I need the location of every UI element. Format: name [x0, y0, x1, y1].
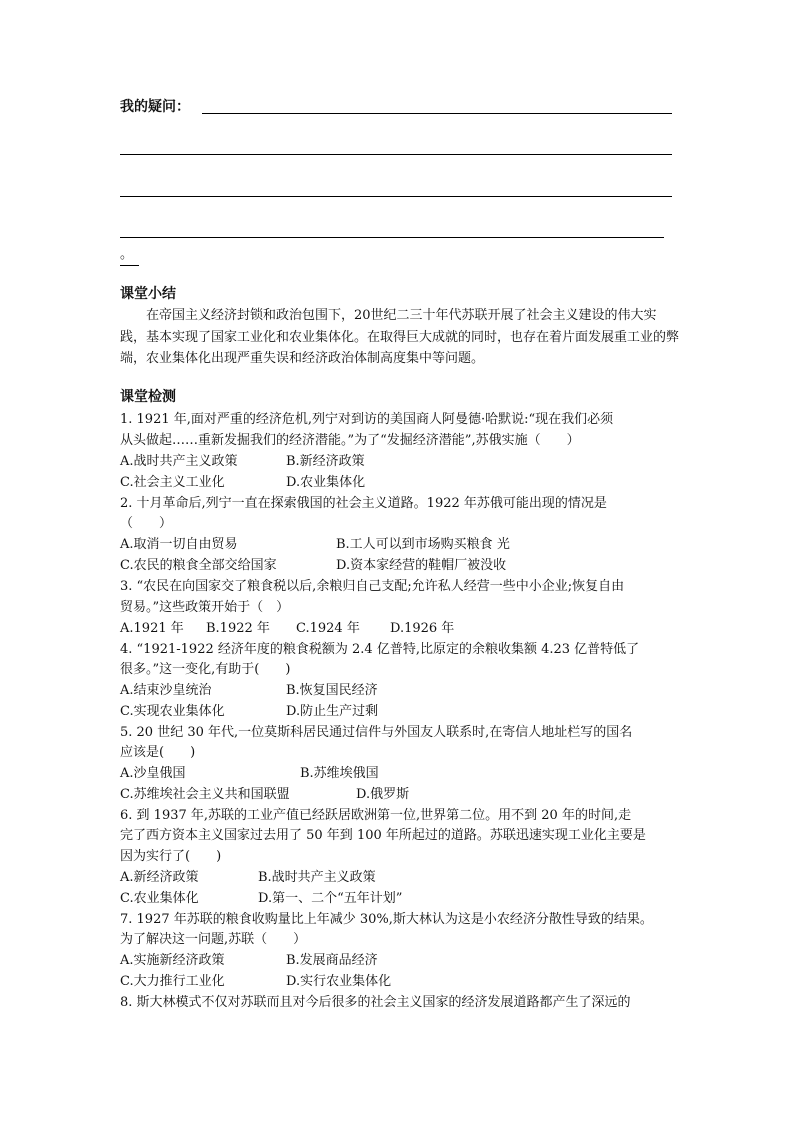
- question-7-option-c[interactable]: C.大力推行工业化: [120, 974, 225, 989]
- question-6-option-b[interactable]: B.战时共产主义政策: [258, 870, 376, 885]
- question-5-option-b[interactable]: B.苏维埃俄国: [300, 766, 379, 781]
- question-1-line-1: 1. 1921 年,面对严重的经济危机,列宁对到访的美国商人阿曼德·哈默说:“现在我们必须: [120, 412, 614, 427]
- question-3-line-1: 3. “农民在向国家交了粮食税以后,余粮归自己支配;允许私人经营一些中小企业;恢复自由: [120, 579, 625, 594]
- question-4-line-1: 4. “1921-1922 经济年度的粮食税额为 2.4 亿普特,比原定的余粮收集额 4.23 亿普特低了: [120, 642, 640, 657]
- question-3-line-2: 贸易。”这些政策开始于（ ）: [120, 600, 290, 615]
- question-6-option-c[interactable]: C.农业集体化: [120, 891, 199, 906]
- question-3-option-b[interactable]: B.1922 年: [206, 621, 270, 636]
- question-6-line-1: 6. 到 1937 年,苏联的工业产值已经跃居欧洲第一位,世界第二位。用不到 20 年的时间,走: [120, 808, 632, 823]
- question-8-line-1: 8. 斯大林模式不仅对苏联而且对今后很多的社会主义国家的经济发展道路都产生了深远的: [120, 995, 631, 1010]
- question-1-line-2: 从头做起……重新发掘我们的经济潜能。”为了“发掘经济潜能”,苏俄实施（ ）: [120, 433, 580, 448]
- question-5-option-d[interactable]: D.俄罗斯: [356, 787, 410, 802]
- question-5-line-1: 5. 20 世纪 30 年代,一位莫斯科居民通过信件与外国友人联系时,在寄信人地址栏写的国名: [120, 725, 633, 740]
- question-2-option-d[interactable]: D.资本家经营的鞋帽厂被没收: [336, 558, 507, 573]
- question-6-option-d[interactable]: D.第一、二个“五年计划”: [258, 891, 403, 906]
- answer-line-4[interactable]: [120, 237, 664, 238]
- question-1-option-d[interactable]: D.农业集体化: [286, 475, 366, 490]
- question-7-option-b[interactable]: B.发展商品经济: [286, 953, 378, 968]
- question-6-line-3: 因为实行了( ): [120, 849, 222, 864]
- answer-line-1[interactable]: [202, 113, 672, 114]
- question-4-line-2: 很多。”这一变化,有助于( ): [120, 662, 291, 677]
- question-5-option-a[interactable]: A.沙皇俄国: [120, 766, 186, 781]
- answer-line-3[interactable]: [120, 196, 672, 197]
- summary-text: 在帝国主义经济封锁和政治包围下，20世纪二三十年代苏联开展了社会主义建设的伟大实践，基本实现了国家工业化和农业集体化。在取得巨大成就的同时，也存在着片面发展重工业的弊端，农业集体化出现严重失误和经济政治体制高度集中等问题。: [120, 308, 680, 366]
- question-6-option-a[interactable]: A.新经济政策: [120, 870, 199, 885]
- question-3-option-a[interactable]: A.1921 年: [120, 621, 184, 636]
- question-2-line-1: 2. 十月革命后,列宁一直在探索俄国的社会主义道路。1922 年苏俄可能出现的情况是: [120, 496, 607, 511]
- summary-title: 课堂小结: [120, 286, 176, 302]
- my-questions-label: 我的疑问：: [120, 99, 190, 115]
- question-4-option-c[interactable]: C.实现农业集体化: [120, 704, 225, 719]
- question-7-option-d[interactable]: D.实行农业集体化: [286, 974, 392, 989]
- question-2-option-a[interactable]: A.取消一切自由贸易: [120, 537, 238, 552]
- question-2-option-b[interactable]: B.工人可以到市场购买粮食 光: [336, 537, 510, 552]
- question-2-option-c[interactable]: C.农民的粮食全部交给国家: [120, 558, 277, 573]
- test-title: 课堂检测: [120, 389, 176, 405]
- question-1-option-b[interactable]: B.新经济政策: [286, 454, 365, 469]
- question-7-option-a[interactable]: A.实施新经济政策: [120, 953, 225, 968]
- question-5-option-c[interactable]: C.苏维埃社会主义共和国联盟: [120, 787, 290, 802]
- question-5-line-2: 应该是( ): [120, 745, 196, 760]
- question-7-line-1: 7. 1927 年苏联的粮食收购量比上年减少 30%,斯大林认为这是小农经济分散性导致的结果。: [120, 912, 653, 927]
- answer-line-2[interactable]: [120, 154, 672, 155]
- question-4-option-d[interactable]: D.防止生产过剩: [286, 704, 379, 719]
- question-4-option-a[interactable]: A.结束沙皇统治: [120, 683, 212, 698]
- question-1-option-a[interactable]: A.战时共产主义政策: [120, 454, 238, 469]
- question-7-line-2: 为了解决这一问题,苏联（ ）: [120, 932, 307, 947]
- answer-end-mark: 。: [120, 244, 139, 266]
- question-3-option-c[interactable]: C.1924 年: [296, 621, 360, 636]
- question-4-option-b[interactable]: B.恢复国民经济: [286, 683, 378, 698]
- summary-section: [120, 283, 680, 370]
- question-3-option-d[interactable]: D.1926 年: [390, 621, 455, 636]
- question-1-option-c[interactable]: C.社会主义工业化: [120, 475, 225, 490]
- question-2-line-2: （ ）: [120, 516, 173, 531]
- question-6-line-2: 完了西方资本主义国家过去用了 50 年到 100 年所起过的道路。苏联迅速实现工业化主要是: [120, 828, 646, 843]
